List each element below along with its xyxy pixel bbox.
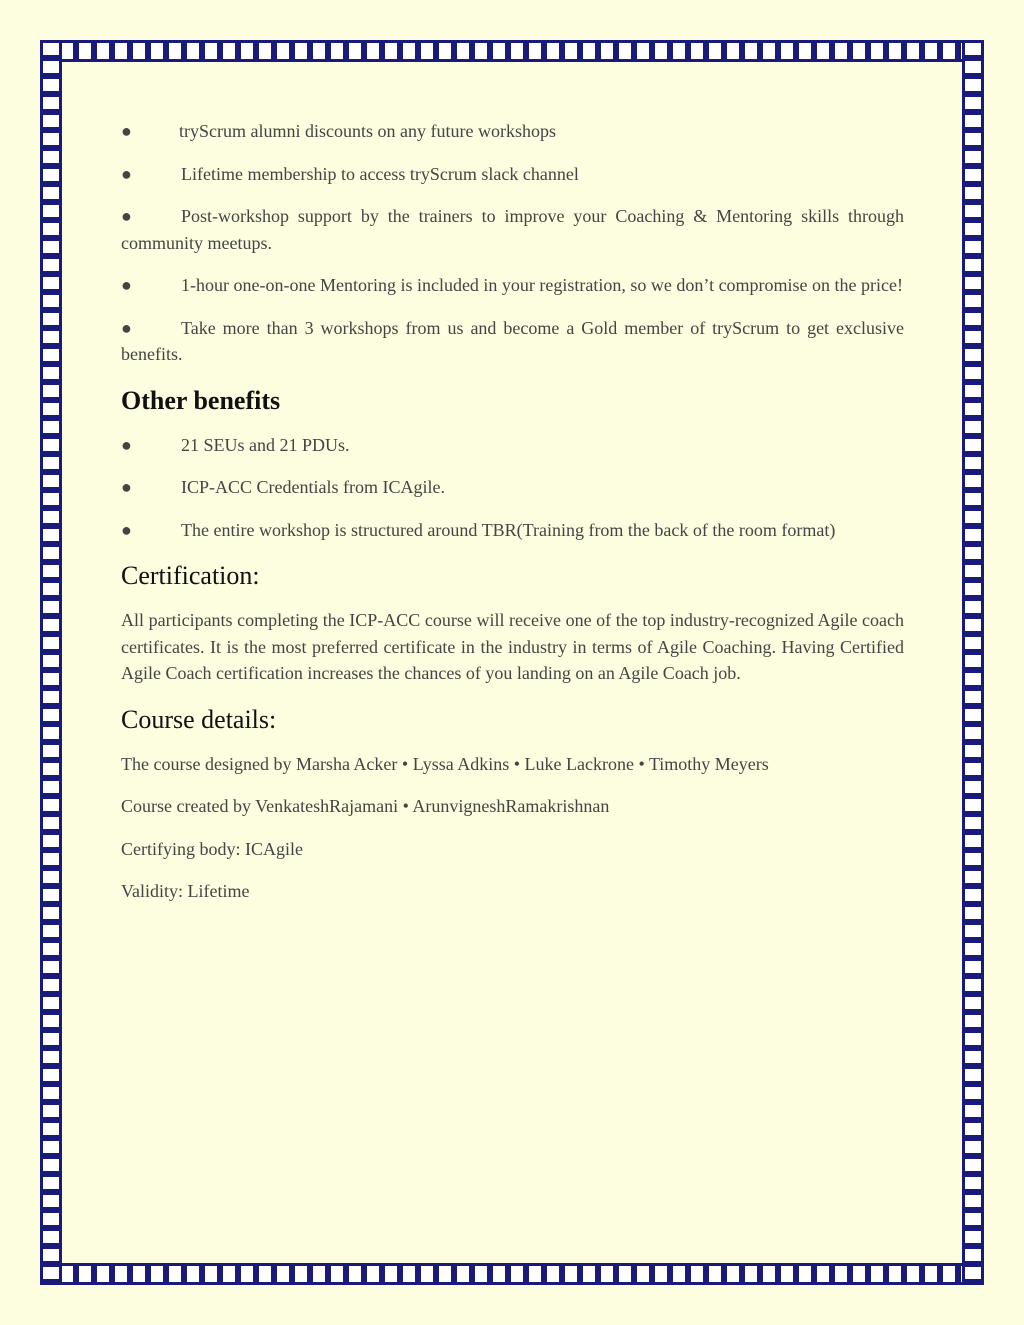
list-item: ● tryScrum alumni discounts on any future workshops	[121, 118, 904, 145]
certification-heading: Certification:	[121, 561, 260, 590]
other-benefits-list	[121, 432, 904, 544]
certification-paragraph: All participants completing the ICP-ACC course will receive one of the top industry-recognized Agile coach certificates. It is the most preferred certificate in the industry in terms of Agile Coaching. Having Certified Agile Coach certification increases the chances of you landing on an Agile Coach job.	[121, 610, 904, 683]
document-body	[121, 118, 904, 921]
bullet-icon: ●	[121, 519, 132, 540]
page-border-left	[40, 40, 62, 1285]
course-details-heading: Course details:	[121, 704, 277, 734]
list-item: ● ICP-ACC Credentials from ICAgile.	[121, 474, 904, 501]
page-border-right	[962, 40, 984, 1285]
page-border-top	[40, 40, 984, 62]
page-border-bottom	[40, 1263, 984, 1285]
certifying-body-line: Certifying body: ICAgile	[121, 838, 303, 859]
course-designers-line: The course designed by Marsha Acker • Lyssa Adkins • Luke Lackrone • Timothy Meyers	[121, 753, 769, 774]
bullet-icon: ●	[121, 434, 132, 455]
list-item: ● The entire workshop is structured around TBR(Training from the back of the room format)	[121, 517, 904, 544]
list-item: ● 1-hour one-on-one Mentoring is included in your registration, so we don’t compromise on the price!	[121, 272, 904, 299]
course-creators-line: Course created by VenkateshRajamani • ArunvigneshRamakrishnan	[121, 796, 610, 816]
bullet-icon: ●	[121, 206, 132, 226]
list-item: ● Post-workshop support by the trainers to improve your Coaching & Mentoring skills through community meetups.	[121, 203, 904, 256]
bullet-icon: ●	[121, 317, 132, 338]
list-item: ● Take more than 3 workshops from us and become a Gold member of tryScrum to get exclusive benefits.	[121, 315, 904, 368]
benefits-list	[121, 118, 904, 368]
bullet-icon: ●	[121, 477, 132, 497]
validity-line: Validity: Lifetime	[121, 881, 250, 901]
list-item: ● Lifetime membership to access tryScrum slack channel	[121, 161, 904, 188]
list-item: ● 21 SEUs and 21 PDUs.	[121, 432, 904, 459]
bullet-icon: ●	[121, 275, 132, 295]
bullet-icon: ●	[121, 163, 132, 184]
bullet-icon: ●	[121, 121, 132, 141]
other-benefits-heading: Other benefits	[121, 385, 281, 415]
